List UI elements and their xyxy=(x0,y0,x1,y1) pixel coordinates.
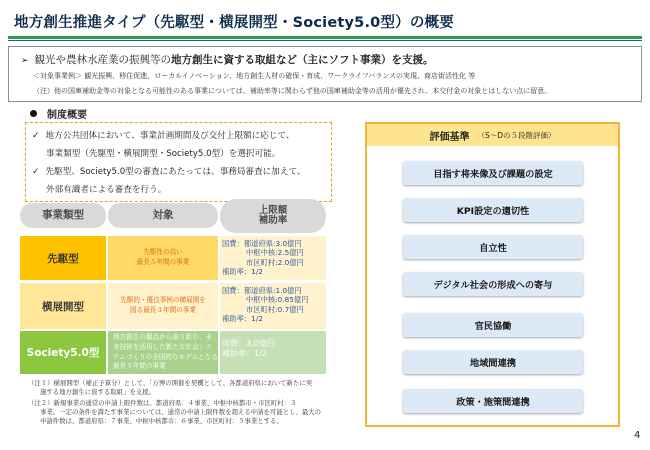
subsidy-line: 市区町村:2.0億円 xyxy=(246,257,304,267)
header-subsidy-label: 上限額 補助率 xyxy=(258,205,288,226)
intro-main-text xyxy=(21,52,434,67)
criterion-digital: デジタル社会の形成への寄与 xyxy=(403,272,583,296)
header-subsidy xyxy=(220,199,326,233)
page-number: 4 xyxy=(634,430,641,441)
header-business-type: 事業類型 xyxy=(20,203,106,228)
intro-main-plain: 観光や農林水産業の振興等の xyxy=(34,54,172,66)
evaluation-subtitle: （S～Dの５段階評価） xyxy=(477,130,556,140)
overview-heading xyxy=(30,106,87,121)
table-row-frontier xyxy=(20,236,326,280)
page-title: 地方創生推進タイプ（先駆型・横展開型・Society5.0型）の概要 xyxy=(14,15,454,31)
overview-item-continuation: 外部有識者による審査を行う。 xyxy=(46,185,167,195)
subsidy-rate: 補助率：1/2 xyxy=(222,349,267,359)
table-row-society5 xyxy=(20,331,326,374)
title-bar xyxy=(0,0,650,44)
subsidy-line: 中枢中核:0.85億円 xyxy=(246,295,309,305)
footnote-line: （注１）横展開型（補正予算分）として、「万博の開催を契機として、各都道府県において新たに実 xyxy=(28,379,313,387)
subsidy-cell xyxy=(220,236,326,280)
header-target: 対象 xyxy=(108,203,218,228)
target-line: テムづくりの全国的なモデルとなる xyxy=(113,352,218,361)
arrow-bullet-icon: ➢ xyxy=(21,56,29,66)
overview-heading-label: 制度概要 xyxy=(47,110,87,121)
target-line: 来技術を活用した新たな社会シス xyxy=(113,342,212,351)
evaluation-title: 評価基準 xyxy=(429,131,470,143)
overview-box xyxy=(25,122,332,202)
target-line: 最長５年間の事業 xyxy=(113,362,166,371)
intro-note: （注）他の国庫補助金等の対象となる可能性のある事業については、補助率等に関わらず他の国庫補助金等の活用が優先され、本交付金の対象とはしない点に留意。 xyxy=(33,87,552,95)
overview-item-text: 先駆型、Society5.0型の審査にあたっては、事務局審査に加えて、 xyxy=(45,167,306,177)
target-cell xyxy=(108,283,218,329)
bullet-dot-icon xyxy=(30,110,37,117)
overview-item-continuation: 事業類型（先駆型・横展開型・Society5.0型）を選択可能。 xyxy=(46,149,281,159)
type-cell: 先駆型 xyxy=(20,236,106,280)
subsidy-rate: 補助率：1/2 xyxy=(222,266,263,276)
subsidy-line: 中枢中核:2.5億円 xyxy=(246,248,304,258)
criterion-vision: 目指す将来像及び課題の設定 xyxy=(403,161,583,185)
title-underline-green xyxy=(8,36,642,39)
target-cell xyxy=(108,331,218,374)
intro-main-bold: 地方創生に資する取組など（主にソフト事業）を支援。 xyxy=(171,54,434,66)
subsidy-cell xyxy=(220,283,326,329)
footnote-line: 施する地方創生に資する取組」を支援。 xyxy=(40,388,156,396)
footnote-line: （注２）新規事業の通常の申請上限件数は、都道府県：４事業、中枢中核都市・市区町村：３ xyxy=(28,399,297,407)
target-line: 最長５年間の事業 xyxy=(136,258,190,266)
subsidy-rate: 補助率：1/2 xyxy=(222,313,263,323)
type-cell: 横展開型 xyxy=(20,283,106,329)
subsidy-line: 市区町村:0.7億円 xyxy=(246,304,304,314)
target-line: 先駆的・優良事例の横展開を xyxy=(120,296,206,305)
title-underline-blue xyxy=(8,40,642,41)
subsidy-line: 国費：3.0億円 xyxy=(222,339,275,348)
intro-box xyxy=(8,46,642,102)
criterion-policy: 政策・施策間連携 xyxy=(403,389,583,413)
target-line: 先駆性の高い xyxy=(143,248,183,257)
footnote-line: 事業。一定の条件を満たす事業については、通常の申請上限件数を超える申請を可能とし、最大の xyxy=(40,408,322,416)
check-icon: ✓ xyxy=(32,167,40,177)
subsidy-cell xyxy=(220,331,326,374)
evaluation-box xyxy=(365,122,620,427)
footnote-line: 申請件数は、都道府県：７事業、中枢中核都市：６事業、市区町村：５事業とする。 xyxy=(40,417,283,425)
table-row-horizontal xyxy=(20,283,326,329)
subsidy-line: 国費：都道府県:1.0億円 xyxy=(222,286,302,295)
overview-item-text: 地方公共団体において、事業計画期間及び交付上限額に応じて、 xyxy=(45,131,295,141)
overview-item xyxy=(32,129,294,141)
criterion-kpi: KPI設定の適切性 xyxy=(403,198,583,222)
subsidy-line: 国費：都道府県:3.0億円 xyxy=(222,239,302,248)
intro-examples: ＜対象事業例＞ 観光振興、移住促進、ローカルイノベーション、地方創生人材の確保・育成、ワークライフバランスの実現、商店街活性化 等 xyxy=(33,72,476,80)
overview-item xyxy=(32,165,305,177)
criterion-self-reliance: 自立性 xyxy=(403,235,583,259)
target-cell xyxy=(108,236,218,280)
criterion-public-private: 官民協働 xyxy=(403,313,583,337)
target-line: 図る最長３年間の事業 xyxy=(130,306,196,314)
type-cell: Society5.0型 xyxy=(20,331,106,374)
evaluation-header xyxy=(367,124,618,146)
check-icon: ✓ xyxy=(32,131,40,141)
criterion-regional: 地域間連携 xyxy=(403,350,583,374)
target-line: 地方創生の観点から取り組む、未 xyxy=(113,333,212,342)
